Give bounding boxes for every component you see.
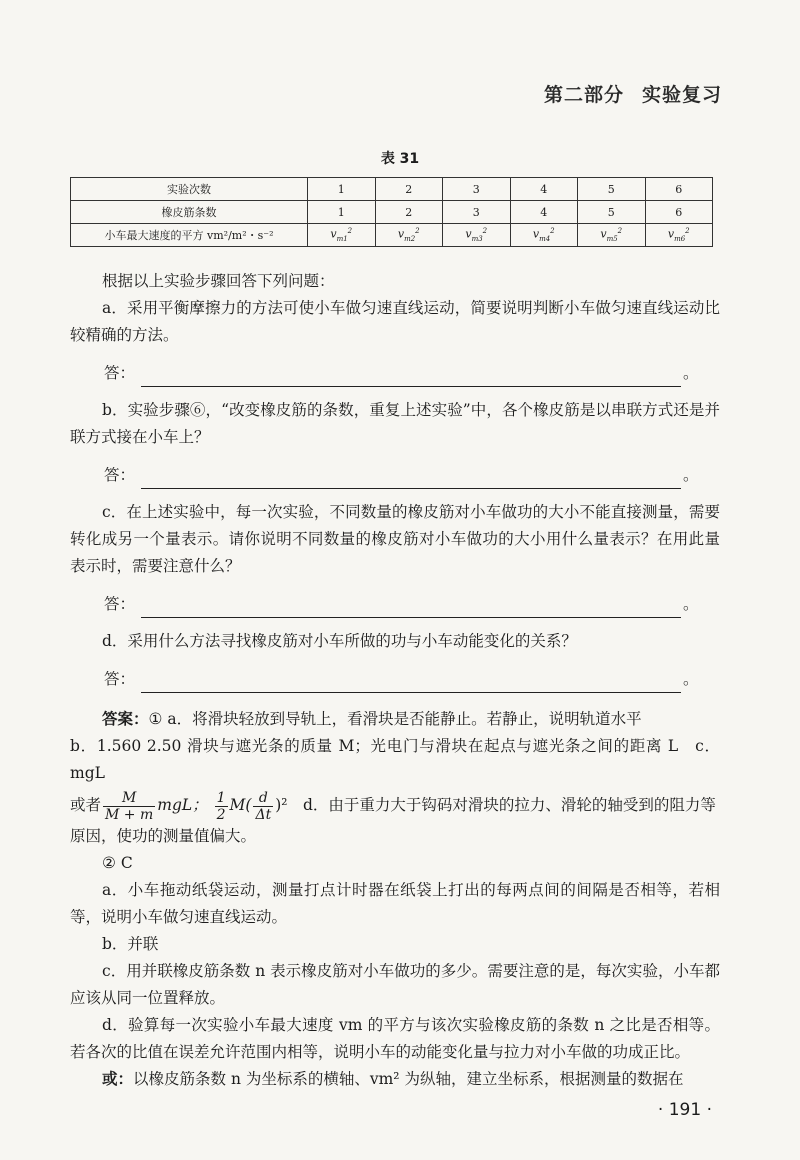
table-cell: 4 [510,178,578,201]
fraction-one-half: $\frac{1}{2}$ [216,789,226,823]
question-b: b．实验步骤⑥，“改变橡皮筋的条数，重复上述实验”中，各个橡皮筋是以串联方式还是并联方式接在小车上？ [70,401,720,446]
answer-block [70,706,720,1093]
answer-label: 答案： [102,710,149,728]
period: 。 [683,364,699,382]
page-number: · 191 · [657,1100,712,1120]
period: 。 [683,595,699,613]
table-cell: $v_{m5}^2$ [578,224,646,247]
table-cell: 6 [645,201,713,224]
answer-part2: ② C [102,854,133,872]
table-row [71,201,713,224]
table-cell: 2 [375,178,443,201]
answer-line-d [104,655,720,693]
experiment-table [70,177,713,247]
table-cell: 1 [308,178,376,201]
table-cell: 1 [308,201,376,224]
period: 。 [683,466,699,484]
table-row-label: 橡皮筋条数 [71,201,308,224]
answer-part2-or [70,1066,720,1093]
period: 。 [683,670,699,688]
table-cell: $v_{m4}^2$ [510,224,578,247]
answer-prompt: 答： [104,466,136,484]
table-cell: 2 [375,201,443,224]
table-row-label: 实验次数 [71,178,308,201]
answer-line-b [104,451,720,489]
table-row [71,178,713,201]
fraction-d-over-dt: $\frac{d}{\Delta t}$ [255,789,272,823]
answer-blank-a[interactable] [141,368,681,387]
table-cell: $v_{m6}^2$ [645,224,713,247]
table-cell: 5 [578,201,646,224]
answer-part2-d: d．验算每一次实验小车最大速度 vm 的平方与该次实验橡皮筋的条数 n 之比是否相等。若各次的比值在误差允许范围内相等，说明小车的动能变化量与拉力对小车做的功成正比。 [70,1016,720,1061]
answer-part2-a: a．小车拖动纸袋运动，测量打点计时器在纸袋上打出的每两点间的间隔是否相等，若相等，说明小车做匀速直线运动。 [70,881,720,926]
question-a: a．采用平衡摩擦力的方法可使小车做匀速直线运动，简要说明判断小车做匀速直线运动比较精确的方法。 [70,299,720,344]
answer-prompt: 答： [104,364,136,382]
answer-part1-end: 原因，使功的测量值偏大。 [70,827,257,845]
table-cell: 3 [443,201,511,224]
table-row [71,224,713,247]
answer-line-c [104,580,720,618]
answer-line-a [104,349,720,387]
answer-part1-c-rest: )² d．由于重力大于钩码对滑块的拉力、滑轮的轴受到的阻力等 [275,796,716,814]
answer-part1-a-text: ① a．将滑块轻放到导轨上，看滑块是否能静止。若静止，说明轨道水平 [148,710,642,728]
answer-part1-a [70,706,720,733]
table-cell: 5 [578,178,646,201]
fraction-m-over-m-plus-m: $\frac{M}{M + m}$ [105,789,154,823]
running-head-part: 第二部分 [543,84,624,106]
running-head-section: 实验复习 [641,84,722,106]
question-c: c．在上述实验中，每一次实验，不同数量的橡皮筋对小车做功的大小不能直接测量，需要转化成另一个量表示。请你说明不同数量的橡皮筋对小车做功的大小用什么量表示？在用此量表示时，需要注意什么？ [70,503,720,575]
question-d: d．采用什么方法寻找橡皮筋对小车所做的功与小车动能变化的关系？ [102,632,577,650]
answer-part2-b: b．并联 [102,935,159,953]
table-cell: 4 [510,201,578,224]
answer-blank-d[interactable] [141,674,681,693]
answer-blank-b[interactable] [141,470,681,489]
or-text: 以橡皮筋条数 n 为坐标系的横轴、vm² 为纵轴，建立坐标系，根据测量的数据在 [133,1070,684,1088]
answer-prompt: 答： [104,670,136,688]
answer-blank-c[interactable] [141,599,681,618]
question-block [70,268,720,693]
running-head [544,80,722,107]
table-cell: 6 [645,178,713,201]
answer-part2-c: c．用并联橡皮筋条数 n 表示橡皮筋对小车做功的多少。需要注意的是，每次实验，小车都应该从同一位置释放。 [70,962,720,1007]
table-caption: 表 31 [380,151,420,167]
table-cell: $v_{m3}^2$ [443,224,511,247]
answer-prompt: 答： [104,595,136,613]
answer-part1-c [70,787,720,823]
table-cell: $v_{m2}^2$ [375,224,443,247]
answer-part1-c-m: M( [229,796,252,814]
table-row-label: 小车最大速度的平方 vm²/m²・s⁻² [71,224,308,247]
table-cell: $v_{m1}^2$ [308,224,376,247]
answer-part1-c-prefix: 或者 [70,796,102,814]
table-cell: 3 [443,178,511,201]
answer-part1-b: b．1.560 2.50 滑块与遮光条的质量 M；光电门与滑块在起点与遮光条之间的距离 L c．mgL [70,737,720,782]
intro-text: 根据以上实验步骤回答下列问题： [102,272,335,290]
answer-part1-c-mgl: mgL； [157,796,208,814]
or-label: 或： [102,1070,134,1088]
